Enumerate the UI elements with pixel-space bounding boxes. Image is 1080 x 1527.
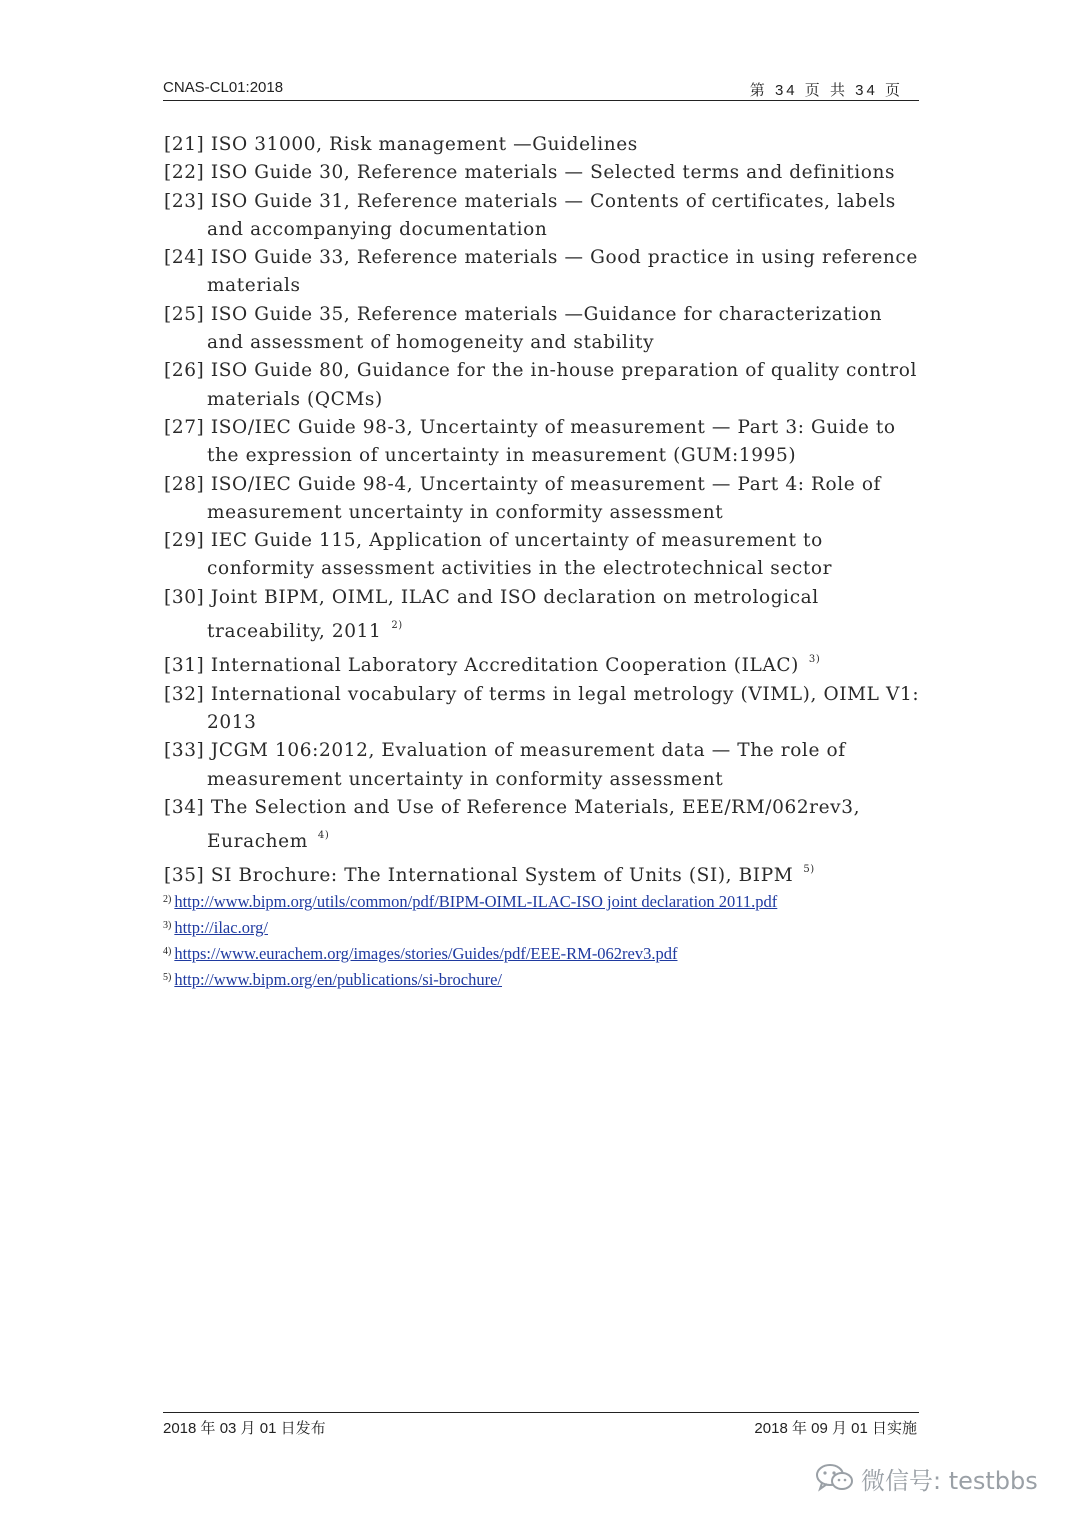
- reference-item: [33] JCGM 106:2012, Evaluation of measurement data — The role of measurement uncertainty in conformity assessment: [164, 740, 846, 790]
- reference-item: [29] IEC Guide 115, Application of uncertainty of measurement to conformity assessment activities in the electrotechnical sector: [164, 530, 833, 580]
- footnote: $^{5)}$ http://www.bipm.org/en/publications/si-brochure/: [163, 970, 503, 989]
- footnote-ref: 3): [808, 654, 821, 666]
- watermark: [815, 1458, 1038, 1498]
- reference-item: [34] The Selection and Use of Reference Materials, EEE/RM/062rev3, Eurachem $^{4)}$: [164, 796, 861, 853]
- footnote: $^{4)}$ https://www.eurachem.org/images/stories/Guides/pdf/EEE-RM-062rev3.pdf: [163, 944, 678, 963]
- reference-item: [21] ISO 31000, Risk management —Guidelines: [164, 134, 638, 155]
- footnote-link[interactable]: https://www.eurachem.org/images/stories/Guides/pdf/EEE-RM-062rev3.pdf: [174, 944, 678, 963]
- page-footer: [163, 1412, 919, 1437]
- reference-item: [24] ISO Guide 33, Reference materials — Good practice in using reference materials: [164, 247, 918, 297]
- footnotes: [163, 892, 923, 996]
- effective-date: 2018 年 09 月 01 日实施: [754, 1420, 917, 1437]
- footnote-ref: 2): [391, 620, 403, 632]
- footnote: $^{3)}$ http://ilac.org/: [163, 918, 268, 937]
- footnote-link[interactable]: http://ilac.org/: [174, 918, 268, 937]
- reference-item: [35] SI Brochure: The International System of Units (SI), BIPM $^{5)}$: [164, 864, 815, 887]
- wechat-icon: [815, 1463, 855, 1493]
- reference-item: [28] ISO/IEC Guide 98-4, Uncertainty of measurement — Part 4: Role of measurement uncertainty in conformity assessment: [164, 473, 882, 523]
- reference-item: [31] International Laboratory Accreditation Cooperation (ILAC) $^{3)}$: [164, 654, 821, 677]
- reference-item: [32] International vocabulary of terms in legal metrology (VIML), OIML V1: 2013: [164, 683, 920, 733]
- footnote: $^{2)}$ http://www.bipm.org/utils/common/pdf/BIPM-OIML-ILAC-ISO joint declaration 2011.pdf: [163, 892, 778, 911]
- reference-item: [27] ISO/IEC Guide 98-3, Uncertainty of measurement — Part 3: Guide to the expression of uncertainty in measurement (GUM:1995): [164, 416, 896, 467]
- page-header: [163, 76, 919, 101]
- reference-item: [22] ISO Guide 30, Reference materials — Selected terms and definitions: [164, 162, 896, 184]
- reference-item: [25] ISO Guide 35, Reference materials —Guidance for characterization and assessment of homogeneity and stability: [164, 303, 883, 354]
- reference-item: [26] ISO Guide 80, Guidance for the in-house preparation of quality control materials (QCMs): [164, 360, 917, 410]
- watermark-text: 微信号: testbbs: [861, 1466, 1038, 1495]
- footnote-ref: 5): [803, 864, 815, 876]
- reference-list: [164, 131, 920, 891]
- publish-date: 2018 年 03 月 01 日发布: [163, 1420, 326, 1437]
- footnote-ref: 4): [317, 830, 330, 842]
- reference-item: [30] Joint BIPM, OIML, ILAC and ISO declaration on metrological traceability, 2011 $^{2)}$: [164, 586, 819, 643]
- page-info: 第 34 页 共 34 页: [749, 82, 903, 99]
- reference-item: [23] ISO Guide 31, Reference materials — Contents of certificates, labels and accompanying documentation: [164, 190, 896, 240]
- footnote-link[interactable]: http://www.bipm.org/en/publications/si-brochure/: [174, 970, 503, 989]
- doc-code: CNAS-CL01:2018: [163, 79, 284, 96]
- footnote-link[interactable]: http://www.bipm.org/utils/common/pdf/BIPM-OIML-ILAC-ISO joint declaration 2011.pdf: [174, 892, 778, 911]
